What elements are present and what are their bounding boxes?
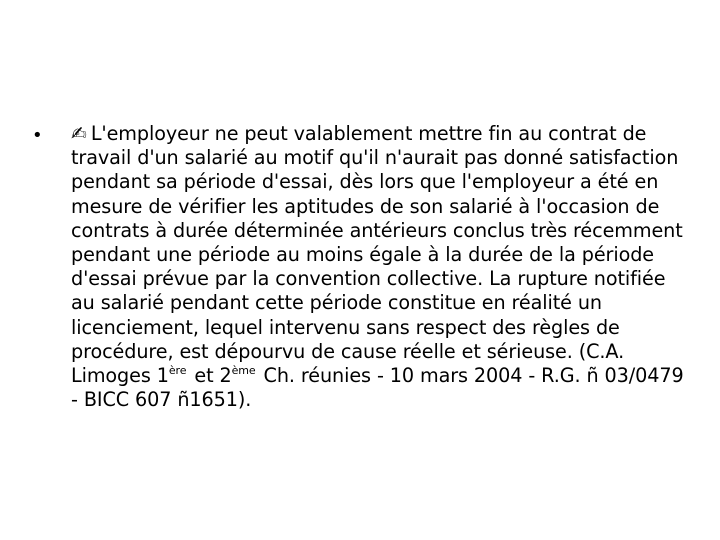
paragraph-text-main: L'employeur ne peut valablement mettre fin au contrat de travail d'un salarié au motif qu'il n'aurait pas donné satisfaction pendant sa période d'essai, dès lors que l'employeur a été en mesure de vérifier les aptitudes de son salarié à l'occasion de contrats à durée déterminée antérieurs conclus très récemment pendant une période au moins égale à la durée de la période d'essai prévue par la convention collective. La rupture notifiée au salarié pendant cette période constitue en réalité un licenciement, lequel intervenu sans respect des règles de procédure, est dépourvu de cause réelle et sérieuse. (C.A. Limoges 1 (71, 122, 683, 388)
superscript-premiere: ère (168, 364, 187, 378)
writing-hand-icon: ✍ (71, 123, 87, 145)
bullet-dot: • (32, 125, 43, 146)
superscript-deuxieme: ème (231, 364, 256, 378)
paragraph-text-middle: et 2 (188, 364, 232, 388)
paragraph-text-end: Ch. réunies - 10 mars 2004 - R.G. ñ 03/0479 - BICC 607 ñ1651). (71, 364, 684, 412)
bullet-item (32, 122, 692, 412)
bullet-paragraph (71, 122, 692, 412)
